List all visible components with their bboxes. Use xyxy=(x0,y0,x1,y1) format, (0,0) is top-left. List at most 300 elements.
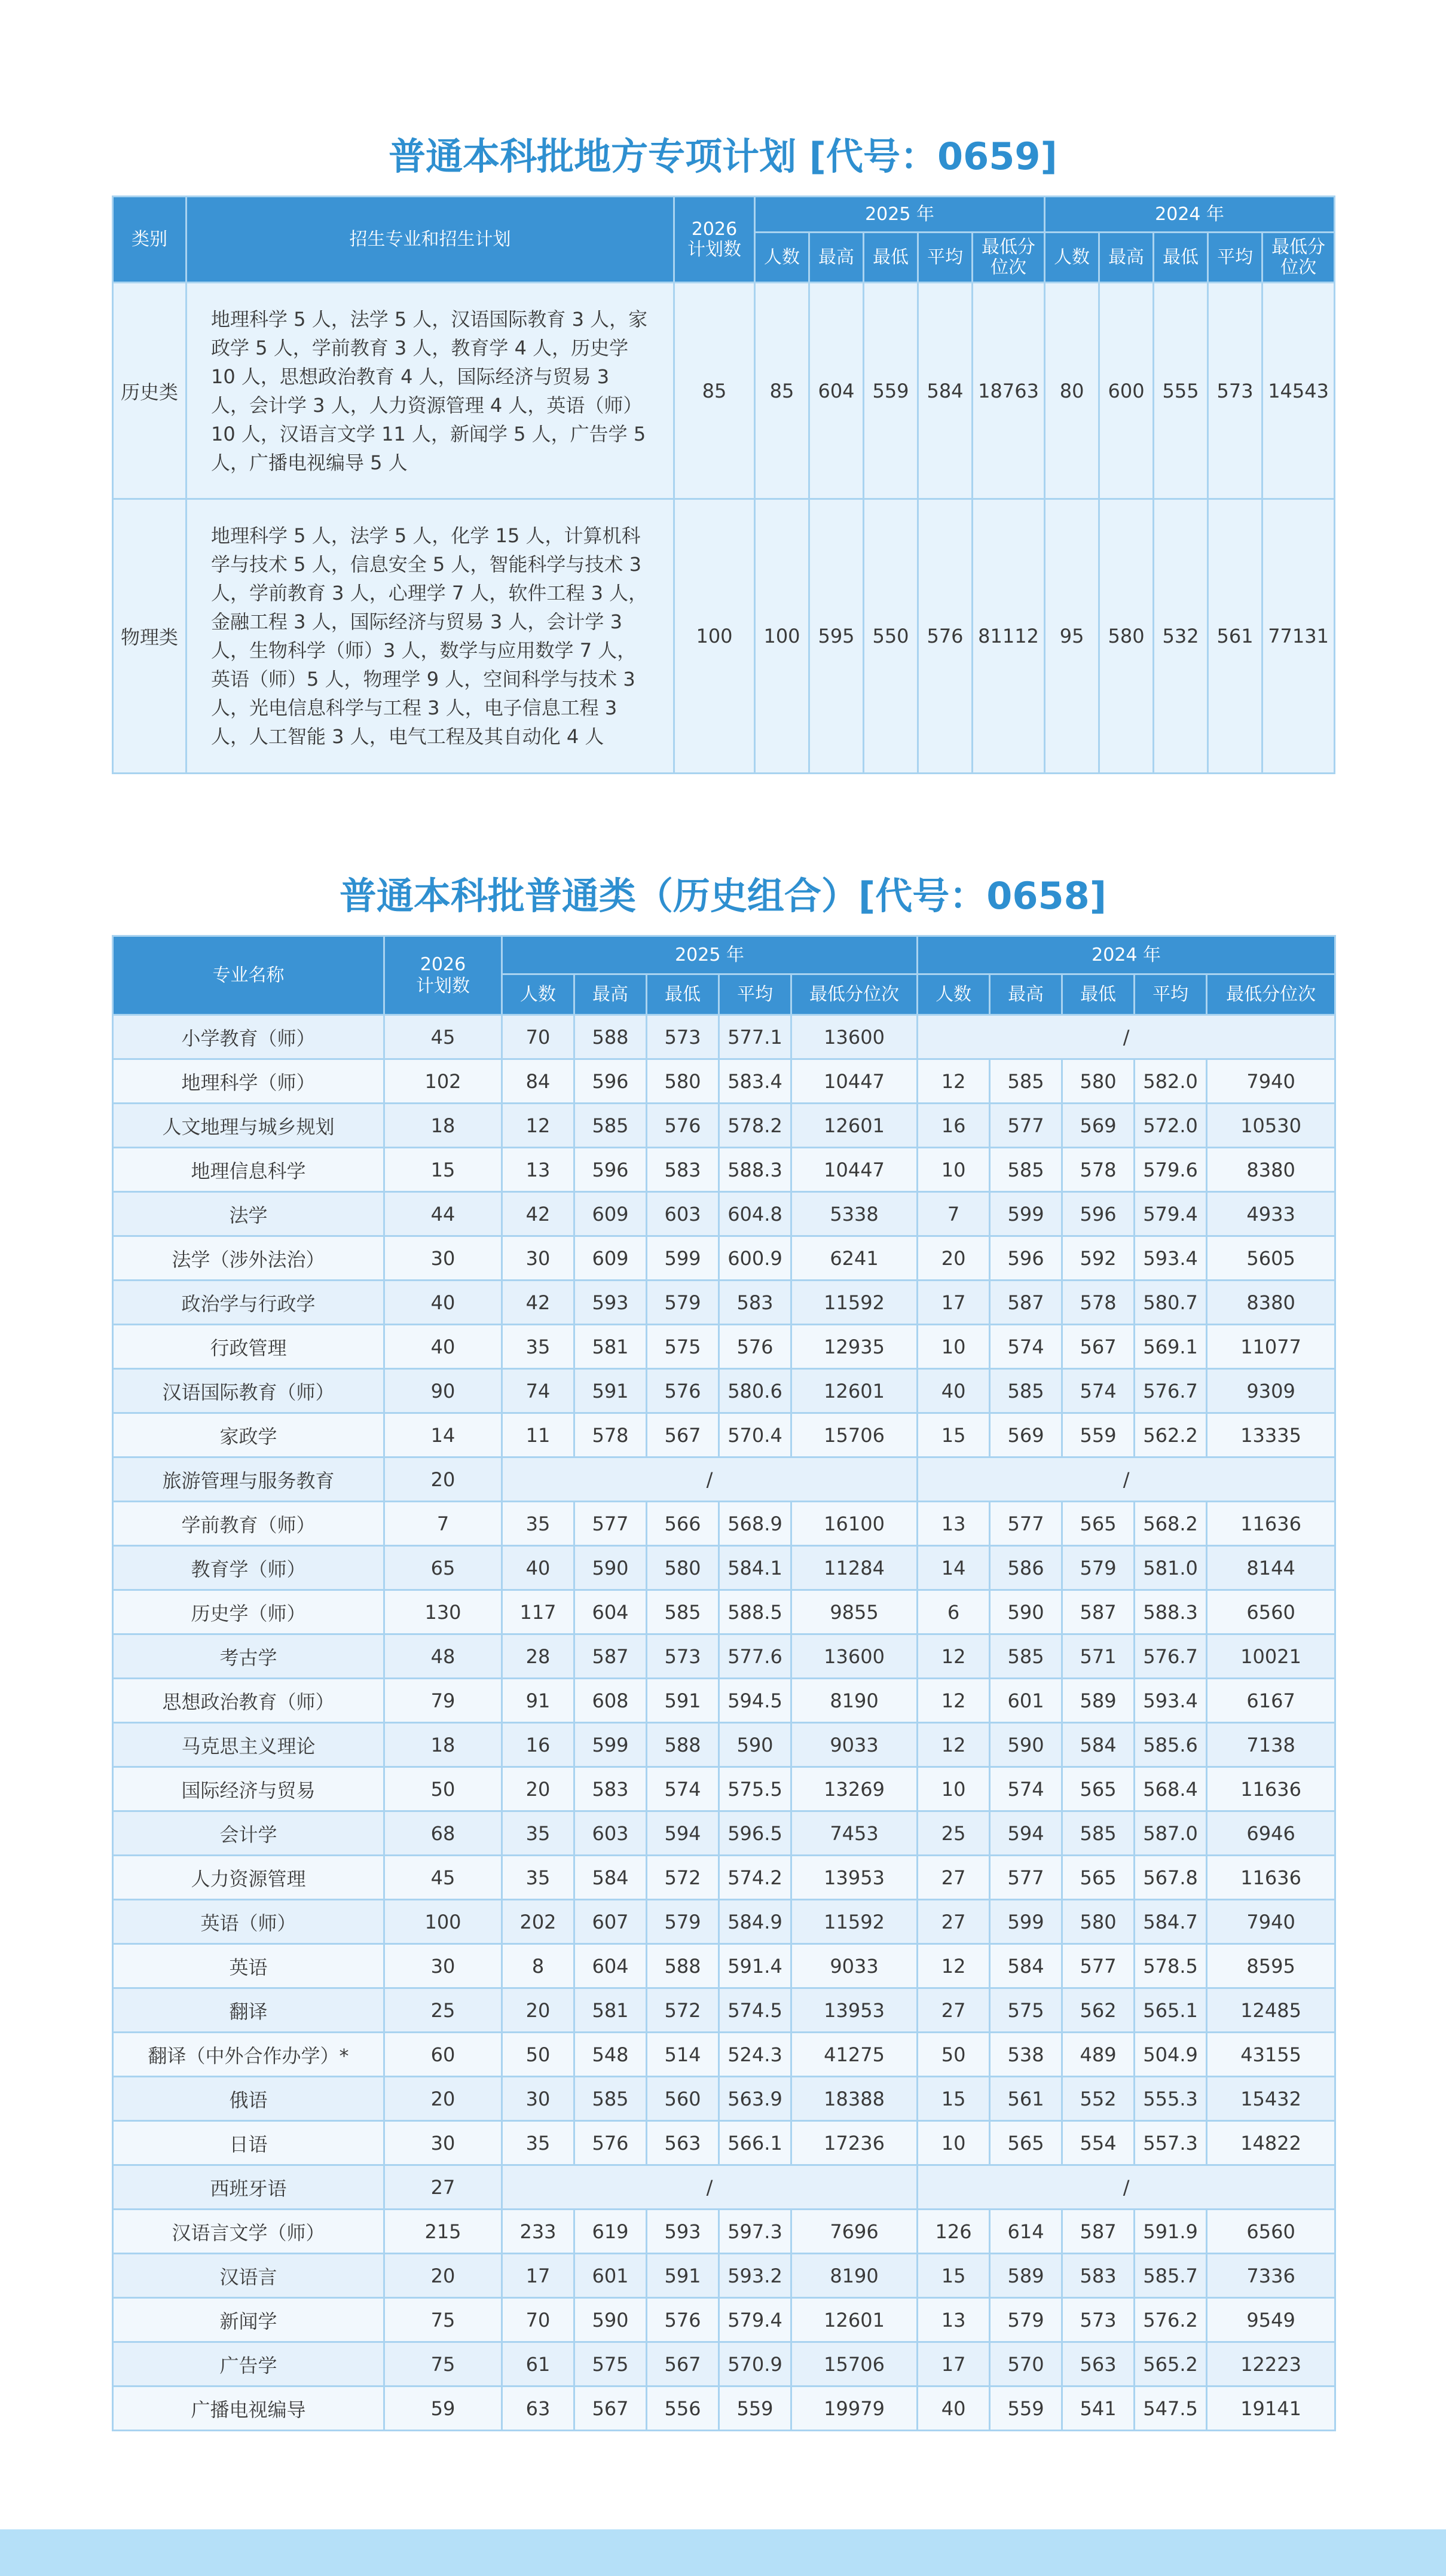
table-row xyxy=(113,1413,1335,1457)
table-row xyxy=(113,1059,1335,1104)
min-rank-cell: 7940 xyxy=(1207,1900,1335,1944)
count-cell: 85 xyxy=(755,283,809,499)
max-cell: 601 xyxy=(990,1679,1062,1723)
max-cell: 583 xyxy=(574,1767,647,1811)
category-cell: 历史类 xyxy=(113,283,187,499)
avg-cell: 524.3 xyxy=(719,2033,791,2077)
max-cell: 577 xyxy=(990,1856,1062,1900)
count-cell: 50 xyxy=(918,2033,990,2077)
min-rank-cell: 13953 xyxy=(791,1856,918,1900)
avg-cell: 563.9 xyxy=(719,2077,791,2121)
major-name-cell: 英语（师） xyxy=(113,1900,384,1944)
min-rank-cell: 19141 xyxy=(1207,2386,1335,2431)
count-cell: 40 xyxy=(918,2386,990,2431)
max-cell: 567 xyxy=(574,2386,647,2431)
count-cell: 14 xyxy=(918,1546,990,1590)
header-min: 最低 xyxy=(1062,974,1135,1015)
min-rank-cell: 5605 xyxy=(1207,1236,1335,1281)
table-row xyxy=(113,1281,1335,1325)
section1-title: 普通本科批地方专项计划 [代号：0659] xyxy=(389,135,1057,178)
max-cell: 614 xyxy=(990,2210,1062,2254)
max-cell: 584 xyxy=(574,1856,647,1900)
major-name-cell: 人力资源管理 xyxy=(113,1856,384,1900)
avg-cell: 559 xyxy=(719,2386,791,2431)
major-name-cell: 翻译（中外合作办学）* xyxy=(113,2033,384,2077)
table-row xyxy=(113,2342,1335,2386)
min-rank-cell: 11636 xyxy=(1207,1502,1335,1546)
min-cell: 585 xyxy=(1062,1811,1135,1856)
max-cell: 607 xyxy=(574,1900,647,1944)
min-cell: 587 xyxy=(1062,1590,1135,1634)
avg-cell: 588.3 xyxy=(719,1148,791,1192)
avg-cell: 547.5 xyxy=(1135,2386,1207,2431)
min-rank-cell: 81112 xyxy=(973,499,1045,774)
min-cell: 583 xyxy=(1062,2254,1135,2298)
header-avg: 平均 xyxy=(1135,974,1207,1015)
min-cell: 587 xyxy=(1062,2210,1135,2254)
no-data-cell: / xyxy=(918,2165,1335,2210)
plan2026-cell: 68 xyxy=(384,1811,502,1856)
major-name-cell: 历史学（师） xyxy=(113,1590,384,1634)
avg-cell: 572.0 xyxy=(1135,1104,1207,1148)
min-cell: 578 xyxy=(1062,1148,1135,1192)
count-cell: 13 xyxy=(918,2298,990,2342)
min-cell: 574 xyxy=(1062,1369,1135,1413)
max-cell: 585 xyxy=(990,1369,1062,1413)
count-cell: 35 xyxy=(502,2121,574,2165)
min-cell: 574 xyxy=(647,1767,719,1811)
min-cell: 593 xyxy=(647,2210,719,2254)
max-cell: 585 xyxy=(990,1634,1062,1679)
min-rank-cell: 7336 xyxy=(1207,2254,1335,2298)
major-name-cell: 旅游管理与服务教育 xyxy=(113,1457,384,1502)
min-cell: 562 xyxy=(1062,1988,1135,2033)
min-cell: 579 xyxy=(647,1900,719,1944)
avg-cell: 570.4 xyxy=(719,1413,791,1457)
header-category: 类别 xyxy=(113,197,187,283)
header-min: 最低 xyxy=(1154,233,1208,283)
min-rank-cell: 8190 xyxy=(791,2254,918,2298)
min-rank-cell: 6560 xyxy=(1207,2210,1335,2254)
count-cell: 12 xyxy=(918,1634,990,1679)
min-cell: 567 xyxy=(647,1413,719,1457)
plan2026-cell: 90 xyxy=(384,1369,502,1413)
count-cell: 35 xyxy=(502,1811,574,1856)
avg-cell: 583 xyxy=(719,1281,791,1325)
min-cell: 573 xyxy=(647,1634,719,1679)
header-avg: 平均 xyxy=(719,974,791,1015)
max-cell: 599 xyxy=(990,1192,1062,1236)
min-cell: 541 xyxy=(1062,2386,1135,2431)
plan2026-cell: 60 xyxy=(384,2033,502,2077)
major-name-cell: 学前教育（师） xyxy=(113,1502,384,1546)
count-cell: 91 xyxy=(502,1679,574,1723)
min-rank-cell: 15706 xyxy=(791,1413,918,1457)
min-rank-cell: 12601 xyxy=(791,1369,918,1413)
count-cell: 17 xyxy=(918,1281,990,1325)
avg-cell: 600.9 xyxy=(719,1236,791,1281)
avg-cell: 574.5 xyxy=(719,1988,791,2033)
max-cell: 570 xyxy=(990,2342,1062,2386)
max-cell: 590 xyxy=(574,2298,647,2342)
table-row xyxy=(113,1811,1335,1856)
plan2026-cell: 40 xyxy=(384,1281,502,1325)
avg-cell: 577.1 xyxy=(719,1015,791,1059)
min-rank-cell: 41275 xyxy=(791,2033,918,2077)
min-cell: 576 xyxy=(647,1369,719,1413)
min-cell: 569 xyxy=(1062,1104,1135,1148)
avg-cell: 591.9 xyxy=(1135,2210,1207,2254)
count-cell: 17 xyxy=(918,2342,990,2386)
min-cell: 579 xyxy=(1062,1546,1135,1590)
min-rank-cell: 11077 xyxy=(1207,1325,1335,1369)
avg-cell: 577.6 xyxy=(719,1634,791,1679)
count-cell: 35 xyxy=(502,1325,574,1369)
header-year2025: 2025 年 xyxy=(502,936,918,974)
avg-cell: 596.5 xyxy=(719,1811,791,1856)
table-row xyxy=(113,1015,1335,1059)
table-row xyxy=(113,2165,1335,2210)
min-cell: 603 xyxy=(647,1192,719,1236)
min-cell: 563 xyxy=(647,2121,719,2165)
count-cell: 27 xyxy=(918,1900,990,1944)
max-cell: 608 xyxy=(574,1679,647,1723)
plan2026-cell: 30 xyxy=(384,1236,502,1281)
max-cell: 548 xyxy=(574,2033,647,2077)
min-rank-cell: 11592 xyxy=(791,1281,918,1325)
max-cell: 596 xyxy=(574,1059,647,1104)
min-cell: 571 xyxy=(1062,1634,1135,1679)
max-cell: 577 xyxy=(574,1502,647,1546)
min-rank-cell: 13600 xyxy=(791,1634,918,1679)
plan2026-cell: 85 xyxy=(674,283,755,499)
plan2026-cell: 20 xyxy=(384,1457,502,1502)
min-rank-cell: 16100 xyxy=(791,1502,918,1546)
major-name-cell: 汉语国际教育（师） xyxy=(113,1369,384,1413)
header-count: 人数 xyxy=(755,233,809,283)
avg-cell: 585.6 xyxy=(1135,1723,1207,1767)
min-cell: 585 xyxy=(647,1590,719,1634)
min-rank-cell: 19979 xyxy=(791,2386,918,2431)
avg-cell: 573 xyxy=(1208,283,1262,499)
plan2026-cell: 14 xyxy=(384,1413,502,1457)
plan2026-cell: 59 xyxy=(384,2386,502,2431)
min-cell: 559 xyxy=(1062,1413,1135,1457)
avg-cell: 562.2 xyxy=(1135,1413,1207,1457)
plan-cell: 地理科学 5 人，法学 5 人，汉语国际教育 3 人，家政学 5 人，学前教育 3 人，教育学 4 人，历史学 10 人，思想政治教育 4 人，国际经济与贸易 3 人，会计学 3 人，人力资源管理 4 人，英语（师）10 人，汉语言文学 11 人，新闻学 5 人，广告学 5 人，广播电视编导 5 人 xyxy=(187,283,674,499)
avg-cell: 575.5 xyxy=(719,1767,791,1811)
max-cell: 587 xyxy=(574,1634,647,1679)
avg-cell: 584 xyxy=(918,283,973,499)
min-rank-cell: 8595 xyxy=(1207,1944,1335,1988)
min-cell: 577 xyxy=(1062,1944,1135,1988)
max-cell: 585 xyxy=(990,1059,1062,1104)
avg-cell: 582.0 xyxy=(1135,1059,1207,1104)
count-cell: 202 xyxy=(502,1900,574,1944)
min-rank-cell: 11592 xyxy=(791,1900,918,1944)
max-cell: 619 xyxy=(574,2210,647,2254)
min-cell: 580 xyxy=(1062,1059,1135,1104)
header-count: 人数 xyxy=(1045,233,1099,283)
min-cell: 560 xyxy=(647,2077,719,2121)
min-rank-cell: 11636 xyxy=(1207,1767,1335,1811)
min-cell: 559 xyxy=(864,283,918,499)
avg-cell: 579.4 xyxy=(719,2298,791,2342)
header-min-rank: 最低分 位次 xyxy=(1262,233,1335,283)
max-cell: 578 xyxy=(574,1413,647,1457)
min-cell: 583 xyxy=(647,1148,719,1192)
max-cell: 584 xyxy=(990,1944,1062,1988)
plan2026-cell: 45 xyxy=(384,1856,502,1900)
min-cell: 573 xyxy=(1062,2298,1135,2342)
min-cell: 565 xyxy=(1062,1502,1135,1546)
min-rank-cell: 4933 xyxy=(1207,1192,1335,1236)
max-cell: 575 xyxy=(574,2342,647,2386)
avg-cell: 555.3 xyxy=(1135,2077,1207,2121)
count-cell: 10 xyxy=(918,1148,990,1192)
avg-cell: 580.6 xyxy=(719,1369,791,1413)
major-name-cell: 思想政治教育（师） xyxy=(113,1679,384,1723)
avg-cell: 579.4 xyxy=(1135,1192,1207,1236)
min-cell: 591 xyxy=(647,2254,719,2298)
min-rank-cell: 6241 xyxy=(791,1236,918,1281)
plan2026-cell: 130 xyxy=(384,1590,502,1634)
header-min: 最低 xyxy=(647,974,719,1015)
plan2026-cell: 45 xyxy=(384,1015,502,1059)
header-year2024: 2024 年 xyxy=(1045,197,1335,233)
max-cell: 581 xyxy=(574,1988,647,2033)
count-cell: 95 xyxy=(1045,499,1099,774)
count-cell: 12 xyxy=(918,1944,990,1988)
min-cell: 576 xyxy=(647,1104,719,1148)
table-row xyxy=(113,1590,1335,1634)
count-cell: 10 xyxy=(918,2121,990,2165)
min-rank-cell: 9033 xyxy=(791,1723,918,1767)
table-row xyxy=(113,1944,1335,1988)
count-cell: 70 xyxy=(502,1015,574,1059)
max-cell: 569 xyxy=(990,1413,1062,1457)
max-cell: 590 xyxy=(990,1590,1062,1634)
min-cell: 599 xyxy=(647,1236,719,1281)
min-rank-cell: 18763 xyxy=(973,283,1045,499)
min-rank-cell: 18388 xyxy=(791,2077,918,2121)
min-rank-cell: 10530 xyxy=(1207,1104,1335,1148)
avg-cell: 565.1 xyxy=(1135,1988,1207,2033)
min-cell: 588 xyxy=(647,1944,719,1988)
avg-cell: 584.7 xyxy=(1135,1900,1207,1944)
min-cell: 578 xyxy=(1062,1281,1135,1325)
table-row xyxy=(113,2386,1335,2431)
header-plan: 招生专业和招生计划 xyxy=(187,197,674,283)
table-row xyxy=(113,2121,1335,2165)
avg-cell: 570.9 xyxy=(719,2342,791,2386)
min-cell: 584 xyxy=(1062,1723,1135,1767)
min-rank-cell: 17236 xyxy=(791,2121,918,2165)
major-name-cell: 地理科学（师） xyxy=(113,1059,384,1104)
avg-cell: 576 xyxy=(719,1325,791,1369)
plan2026-cell: 100 xyxy=(384,1900,502,1944)
header-avg: 平均 xyxy=(918,233,973,283)
header-count: 人数 xyxy=(918,974,990,1015)
major-name-cell: 翻译 xyxy=(113,1988,384,2033)
min-cell: 573 xyxy=(647,1015,719,1059)
count-cell: 63 xyxy=(502,2386,574,2431)
major-name-cell: 地理信息科学 xyxy=(113,1148,384,1192)
max-cell: 577 xyxy=(990,1104,1062,1148)
min-rank-cell: 6560 xyxy=(1207,1590,1335,1634)
header-plan2026: 2026 计划数 xyxy=(384,936,502,1015)
major-name-cell: 国际经济与贸易 xyxy=(113,1767,384,1811)
min-cell: 580 xyxy=(1062,1900,1135,1944)
header-count: 人数 xyxy=(502,974,574,1015)
table-row xyxy=(113,1767,1335,1811)
max-cell: 581 xyxy=(574,1325,647,1369)
avg-cell: 588.3 xyxy=(1135,1590,1207,1634)
table-row xyxy=(113,2077,1335,2121)
header-min-rank: 最低分位次 xyxy=(1207,974,1335,1015)
max-cell: 591 xyxy=(574,1369,647,1413)
avg-cell: 576.7 xyxy=(1135,1634,1207,1679)
max-cell: 596 xyxy=(990,1236,1062,1281)
avg-cell: 565.2 xyxy=(1135,2342,1207,2386)
count-cell: 25 xyxy=(918,1811,990,1856)
min-rank-cell: 7696 xyxy=(791,2210,918,2254)
major-name-cell: 汉语言 xyxy=(113,2254,384,2298)
max-cell: 604 xyxy=(809,283,864,499)
bottom-bar xyxy=(0,2529,1446,2576)
major-name-cell: 小学教育（师） xyxy=(113,1015,384,1059)
avg-cell: 569.1 xyxy=(1135,1325,1207,1369)
avg-cell: 568.2 xyxy=(1135,1502,1207,1546)
major-name-cell: 新闻学 xyxy=(113,2298,384,2342)
count-cell: 6 xyxy=(918,1590,990,1634)
max-cell: 579 xyxy=(990,2298,1062,2342)
avg-cell: 593.2 xyxy=(719,2254,791,2298)
max-cell: 586 xyxy=(990,1546,1062,1590)
table-row xyxy=(113,2210,1335,2254)
count-cell: 12 xyxy=(918,1679,990,1723)
table-row xyxy=(113,1148,1335,1192)
min-rank-cell: 13269 xyxy=(791,1767,918,1811)
plan2026-cell: 30 xyxy=(384,2121,502,2165)
avg-cell: 568.4 xyxy=(1135,1767,1207,1811)
count-cell: 11 xyxy=(502,1413,574,1457)
major-name-cell: 广播电视编导 xyxy=(113,2386,384,2431)
header-plan2026: 2026 计划数 xyxy=(674,197,755,283)
table-row xyxy=(113,1192,1335,1236)
header-year2025: 2025 年 xyxy=(755,197,1045,233)
history-group-table xyxy=(112,935,1336,2431)
min-rank-cell: 13600 xyxy=(791,1015,918,1059)
avg-cell: 504.9 xyxy=(1135,2033,1207,2077)
min-rank-cell: 8380 xyxy=(1207,1148,1335,1192)
header-max: 最高 xyxy=(574,974,647,1015)
count-cell: 10 xyxy=(918,1767,990,1811)
count-cell: 74 xyxy=(502,1369,574,1413)
header-min-rank: 最低分 位次 xyxy=(973,233,1045,283)
major-name-cell: 马克思主义理论 xyxy=(113,1723,384,1767)
max-cell: 599 xyxy=(574,1723,647,1767)
avg-cell: 584.9 xyxy=(719,1900,791,1944)
count-cell: 15 xyxy=(918,1413,990,1457)
max-cell: 538 xyxy=(990,2033,1062,2077)
count-cell: 16 xyxy=(918,1104,990,1148)
table-row xyxy=(113,2298,1335,2342)
count-cell: 35 xyxy=(502,1856,574,1900)
min-rank-cell: 14543 xyxy=(1262,283,1335,499)
table-row xyxy=(113,1679,1335,1723)
avg-cell: 557.3 xyxy=(1135,2121,1207,2165)
table-row xyxy=(113,1236,1335,1281)
plan2026-cell: 65 xyxy=(384,1546,502,1590)
plan2026-cell: 48 xyxy=(384,1634,502,1679)
max-cell: 565 xyxy=(990,2121,1062,2165)
min-cell: 594 xyxy=(647,1811,719,1856)
header-max: 最高 xyxy=(809,233,864,283)
min-cell: 580 xyxy=(647,1059,719,1104)
category-cell: 物理类 xyxy=(113,499,187,774)
plan2026-cell: 102 xyxy=(384,1059,502,1104)
avg-cell: 594.5 xyxy=(719,1679,791,1723)
min-rank-cell: 10447 xyxy=(791,1148,918,1192)
min-cell: 514 xyxy=(647,2033,719,2077)
min-cell: 489 xyxy=(1062,2033,1135,2077)
avg-cell: 587.0 xyxy=(1135,1811,1207,1856)
table-row xyxy=(113,1723,1335,1767)
count-cell: 61 xyxy=(502,2342,574,2386)
max-cell: 593 xyxy=(574,1281,647,1325)
count-cell: 7 xyxy=(918,1192,990,1236)
count-cell: 50 xyxy=(502,2033,574,2077)
min-rank-cell: 12601 xyxy=(791,1104,918,1148)
avg-cell: 579.6 xyxy=(1135,1148,1207,1192)
avg-cell: 574.2 xyxy=(719,1856,791,1900)
min-rank-cell: 9033 xyxy=(791,1944,918,1988)
count-cell: 233 xyxy=(502,2210,574,2254)
min-rank-cell: 13335 xyxy=(1207,1413,1335,1457)
avg-cell: 590 xyxy=(719,1723,791,1767)
header-min: 最低 xyxy=(864,233,918,283)
plan2026-cell: 7 xyxy=(384,1502,502,1546)
max-cell: 600 xyxy=(1099,283,1154,499)
count-cell: 12 xyxy=(502,1104,574,1148)
min-rank-cell: 8144 xyxy=(1207,1546,1335,1590)
avg-cell: 591.4 xyxy=(719,1944,791,1988)
plan2026-cell: 20 xyxy=(384,2254,502,2298)
max-cell: 590 xyxy=(990,1723,1062,1767)
plan2026-cell: 215 xyxy=(384,2210,502,2254)
min-cell: 567 xyxy=(647,2342,719,2386)
min-cell: 596 xyxy=(1062,1192,1135,1236)
min-cell: 565 xyxy=(1062,1767,1135,1811)
min-cell: 591 xyxy=(647,1679,719,1723)
header-max: 最高 xyxy=(990,974,1062,1015)
major-name-cell: 汉语言文学（师） xyxy=(113,2210,384,2254)
major-name-cell: 西班牙语 xyxy=(113,2165,384,2210)
plan2026-cell: 79 xyxy=(384,1679,502,1723)
min-cell: 566 xyxy=(647,1502,719,1546)
max-cell: 596 xyxy=(574,1148,647,1192)
max-cell: 588 xyxy=(574,1015,647,1059)
avg-cell: 583.4 xyxy=(719,1059,791,1104)
major-name-cell: 法学（涉外法治） xyxy=(113,1236,384,1281)
min-cell: 567 xyxy=(1062,1325,1135,1369)
avg-cell: 588.5 xyxy=(719,1590,791,1634)
max-cell: 594 xyxy=(990,1811,1062,1856)
min-rank-cell: 6946 xyxy=(1207,1811,1335,1856)
avg-cell: 585.7 xyxy=(1135,2254,1207,2298)
avg-cell: 581.0 xyxy=(1135,1546,1207,1590)
